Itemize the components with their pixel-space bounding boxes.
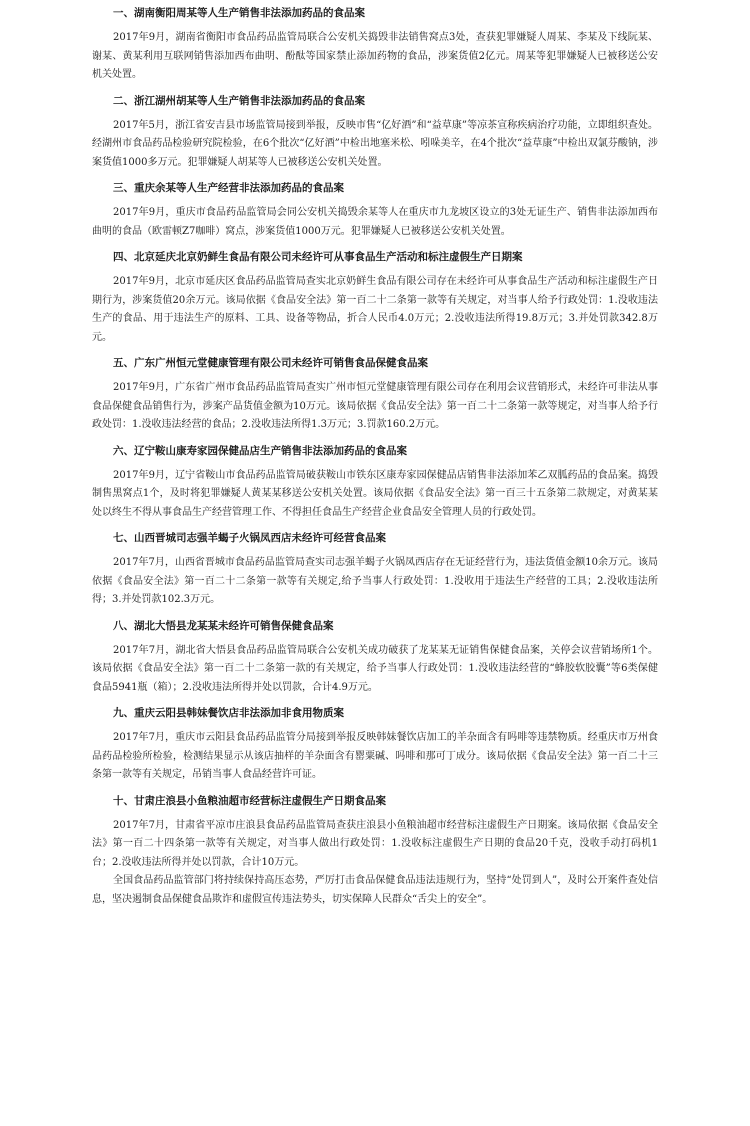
closing-paragraph: 全国食品药品监管部门将持续保持高压态势，严厉打击食品保健食品违法违规行为，坚持“处罚到人”，及时公开案件查处信息，坚决遏制食品保健食品欺诈和虚假宣传违法势头，切实保障人民群众“舌尖上的安全”。 — [92, 875, 658, 905]
case-title: 一、湖南衡阳周某等人生产销售非法添加药品的食品案 — [113, 7, 365, 19]
case-title: 七、山西晋城司志强羊蝎子火锅凤西店未经许可经营食品案 — [113, 532, 386, 544]
case-body: 2017年9月，广东省广州市食品药品监管局查实广州市恒元堂健康管理有限公司存在利用会议营销形式，未经许可非法从事食品保健食品销售行为，涉案产品货值金额为10万元。该局依据《食品安全法》第一百二十二条第一款等规定，对当事人给予行政处罚：1.没收违法经营的食品；2.没收违法所得1.3万元；3.罚款160.2万元。 — [92, 382, 658, 430]
case-body: 2017年9月，北京市延庆区食品药品监管局查实北京奶鲜生食品有限公司存在未经许可从事食品生产活动和标注虚假生产日期行为，涉案货值20余万元。该局依据《食品安全法》第一百二十二条第一款等有关规定，对当事人给予行政处罚：1.没收违法生产的食品、用于违法生产的原料、工具、设备等物品，折合人民币4.0万元；2.没收违法所得19.8万元；3.并处罚款342.8万元。 — [92, 276, 658, 343]
case-body: 2017年7月，甘肃省平凉市庄浪县食品药品监管局查获庄浪县小鱼粮油超市经营标注虚假生产日期案。该局依据《食品安全法》第一百二十四条第一款等有关规定，对当事人做出行政处罚：1.没收标注虚假生产日期的食品20千克，没收手动打码机1台；2.没收违法所得并处以罚款，合计10万元。 — [92, 819, 658, 868]
case-title: 十、甘肃庄浪县小鱼粮油超市经营标注虚假生产日期食品案 — [113, 794, 386, 807]
case-title: 四、北京延庆北京奶鲜生食品有限公司未经许可从事食品生产活动和标注虚假生产日期案 — [113, 251, 523, 263]
case-body: 2017年7月，山西省晋城市食品药品监管局查实司志强羊蝎子火锅凤西店存在无证经营行为，违法货值金额10余万元。该局依据《食品安全法》第一百二十二条第一款等有关规定,给予当事人行政处罚：1.没收用于违法生产经营的工具；2.没收违法所得；3.并处罚款102.3万元。 — [92, 557, 658, 605]
case-body: 2017年5月，浙江省安吉县市场监管局接到举报，反映市售“亿好酒”和“益草康”等凉茶宣称疾病治疗功能，立即组织查处。经湖州市食品药品检验研究院检验，在6个批次“亿好酒”中检出地塞米松、吲哚美辛，在4个批次“益草康”中检出双氯芬酸钠，涉案货值1000多万元。犯罪嫌疑人胡某等人已被移送公安机关处置。 — [92, 119, 658, 168]
case-body: 2017年7月，湖北省大悟县食品药品监管局联合公安机关成功破获了龙某某无证销售保健食品案，关停会议营销场所1个。该局依据《食品安全法》第一百二十二条第一款的有关规定，给予当事人行政处罚：1.没收违法经营的“蜂胶软胶囊”等6类保健食品5941瓶（箱）；2.没收违法所得并处以罚款，合计4.9万元。 — [92, 644, 658, 693]
case-3 — [92, 181, 658, 241]
case-body: 2017年9月，湖南省衡阳市食品药品监管局联合公安机关捣毁非法销售窝点3处，查获犯罪嫌疑人周某、李某及下线阮某、谢某、黄某利用互联网销售添加西布曲明、酚酞等国家禁止添加药物的食品，涉案货值2亿元。周某等犯罪嫌疑人已被移送公安机关处置。 — [92, 32, 658, 80]
case-10 — [92, 794, 658, 873]
case-title: 二、浙江湖州胡某等人生产销售非法添加药品的食品案 — [113, 94, 365, 107]
case-9 — [92, 706, 658, 785]
case-body: 2017年9月，重庆市食品药品监管局会同公安机关捣毁余某等人在重庆市九龙坡区设立的3处无证生产、销售非法添加西布曲明的食品（欧雷顿Z7咖啡）窝点，涉案货值1000万元。犯罪嫌疑人已被移送公安机关处置。 — [92, 207, 658, 237]
case-title: 五、广东广州恒元堂健康管理有限公司未经许可销售食品保健食品案 — [113, 357, 428, 369]
case-2 — [92, 94, 658, 173]
case-4 — [92, 250, 658, 347]
case-title: 八、湖北大悟县龙某某未经许可销售保健食品案 — [113, 619, 334, 632]
case-8 — [92, 619, 658, 698]
case-body: 2017年7月，重庆市云阳县食品药品监管分局接到举报反映韩妹餐饮店加工的羊杂面含有吗啡等违禁物质。经重庆市万州食品药品检验所检验，检测结果显示从该店抽样的羊杂面含有罂粟碱、吗啡和那可丁成分。该局依据《食品安全法》第一百二十三条第一款等有关规定，吊销当事人食品经营许可证。 — [92, 732, 658, 780]
case-5 — [92, 356, 658, 435]
case-title: 三、重庆余某等人生产经营非法添加药品的食品案 — [113, 182, 344, 194]
case-7 — [92, 531, 658, 610]
case-6 — [92, 444, 658, 523]
case-1 — [92, 6, 658, 85]
case-title: 九、重庆云阳县韩妹餐饮店非法添加非食用物质案 — [113, 707, 344, 719]
case-body: 2017年9月，辽宁省鞍山市食品药品监管局破获鞍山市铁东区康寿家园保健品店销售非法添加苯乙双胍药品的食品案。捣毁制售黑窝点1个，及时将犯罪嫌疑人黄某某移送公安机关处置。该局依据《食品安全法》第一百三十五条第二款规定，对黄某某处以终生不得从事食品生产经营管理工作、不得担任食品生产经营企业食品安全管理人员的行政处罚。 — [92, 469, 658, 518]
case-title: 六、辽宁鞍山康寿家园保健品店生产销售非法添加药品的食品案 — [113, 444, 407, 457]
